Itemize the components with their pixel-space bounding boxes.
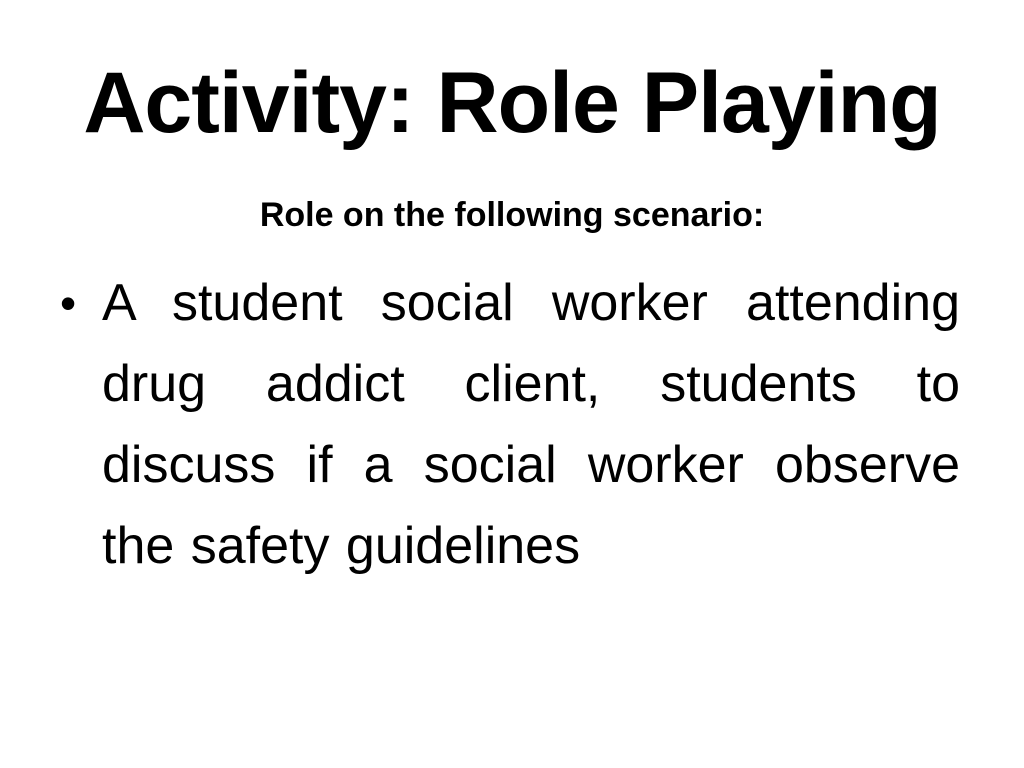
bullet-text: A student social worker attending drug addict client, students to discuss if a social worker observe the safety guidelines (102, 274, 960, 575)
slide-title: Activity: Role Playing (83, 55, 941, 151)
bullet-item (60, 263, 960, 587)
slide-subtitle: Role on the following scenario: (259, 196, 765, 234)
bullet-dot-icon: • (60, 277, 77, 329)
bullet-list (60, 263, 960, 587)
